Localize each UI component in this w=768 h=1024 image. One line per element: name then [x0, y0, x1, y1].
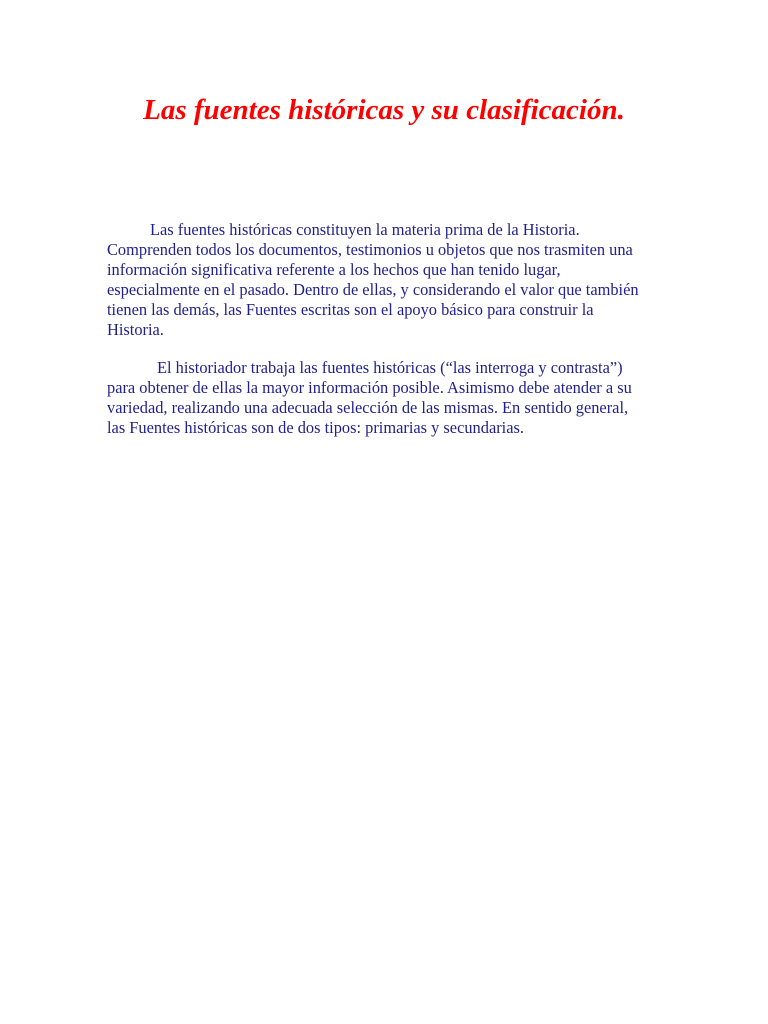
document-title: Las fuentes históricas y su clasificación.	[143, 94, 625, 126]
paragraph-2-line-3: variedad, realizando una adecuada selección de las mismas. En sentido general,	[107, 398, 629, 417]
paragraph-2-line-1: El historiador trabaja las fuentes históricas (“las interroga y contrasta”)	[157, 358, 623, 377]
paragraph-1-line-1: Las fuentes históricas constituyen la materia prima de la Historia.	[150, 220, 580, 239]
paragraph-2-line-4: las Fuentes históricas son de dos tipos: primarias y secundarias.	[107, 418, 524, 437]
paragraph-1-line-6: Historia.	[107, 320, 164, 339]
paragraph-1-line-5: tienen las demás, las Fuentes escritas son el apoyo básico para construir la	[107, 300, 594, 319]
paragraph-2-line-2: para obtener de ellas la mayor información posible. Asimismo debe atender a su	[107, 378, 632, 397]
paragraph-1-line-2: Comprenden todos los documentos, testimonios u objetos que nos trasmiten una	[107, 240, 633, 259]
paragraph-2	[107, 358, 667, 438]
paragraph-1-line-4: especialmente en el pasado. Dentro de ellas, y considerando el valor que también	[107, 280, 639, 299]
paragraph-1-line-3: información significativa referente a los hechos que han tenido lugar,	[107, 260, 561, 279]
paragraph-1	[107, 220, 667, 340]
